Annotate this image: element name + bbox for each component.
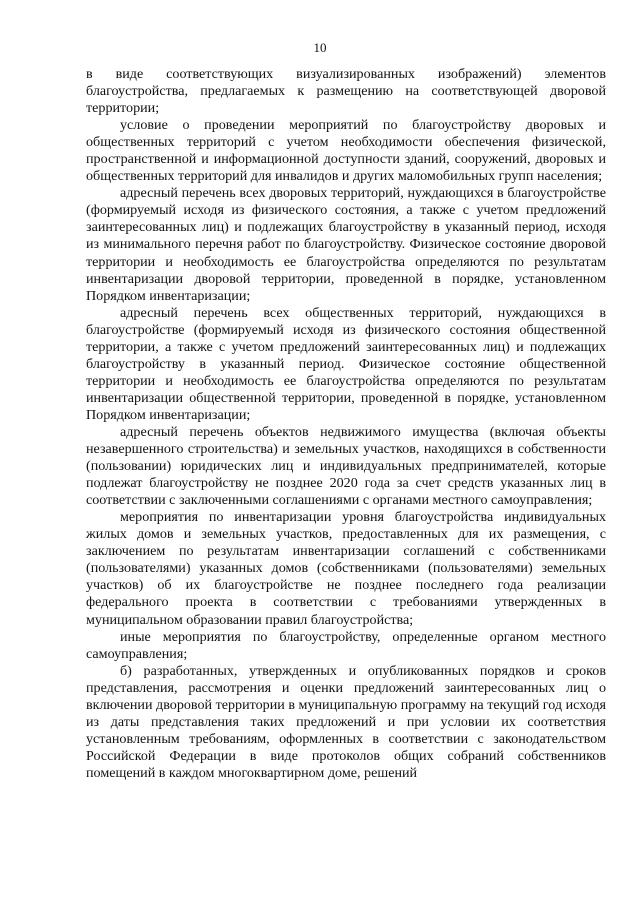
paragraph-other-measures: иные мероприятия по благоустройству, определенные органом местного самоуправления;	[86, 628, 606, 662]
paragraph-real-estate-objects-list: адресный перечень объектов недвижимого имущества (включая объекты незавершенного строительства) и земельных участков, находящихся в собственности (пользовании) юридических лиц и индивидуальных предпринимателей, которые подлежат благоустройству не позднее 2020 года за счет средств указанных лиц в соответствии с заключенными соглашениями с органами местного самоуправления;	[86, 423, 606, 509]
document-body	[86, 66, 606, 782]
paragraph-public-territories-list: адресный перечень всех общественных территорий, нуждающихся в благоустройстве (формируемый исходя из физического состояния общественной территории, а также с учетом предложений заинтересованных лиц) и подлежащих благоустройству в указанный период. Физическое состояние общественной территории и необходимость ее благоустройства определяются по результатам инвентаризации общественной территории, проведенной в порядке, установленном Порядком инвентаризации;	[86, 304, 606, 423]
paragraph-individual-houses-inventory: мероприятия по инвентаризации уровня благоустройства индивидуальных жилых домов и земельных участков, предоставленных для их размещения, с заключением по результатам инвентаризации соглашений с собственниками (пользователями) указанных домов (собственниками (пользователями) земельных участков) об их благоустройстве не позднее последнего года реализации федерального проекта в соответствии с требованиями утвержденных в муниципальном образовании правил благоустройства;	[86, 509, 606, 628]
paragraph-continuation: в виде соответствующих визуализированных изображений) элементов благоустройства, предлагаемых к размещению на соответствующей дворовой территории;	[86, 66, 606, 117]
paragraph-accessibility-condition: условие о проведении мероприятий по благоустройству дворовых и общественных территорий с учетом необходимости обеспечения физической, пространственной и информационной доступности зданий, сооружений, дворовых и общественных территорий для инвалидов и других маломобильных групп населения;	[86, 117, 606, 185]
paragraph-courtyard-territories-list: адресный перечень всех дворовых территорий, нуждающихся в благоустройстве (формируемый исходя из физического состояния, а также с учетом предложений заинтересованных лиц) и подлежащих благоустройству в указанный период, исходя из минимального перечня работ по благоустройству. Физическое состояние дворовой территории и необходимость ее благоустройства определяются по результатам инвентаризации дворовой территории, проведенной в порядке, установленном Порядком инвентаризации;	[86, 185, 606, 304]
paragraph-item-b: б) разработанных, утвержденных и опубликованных порядков и сроков представления, рассмотрения и оценки предложений заинтересованных лиц о включении дворовой территории в муниципальную программу на текущий год исходя из даты представления таких предложений и при условии их соответствия установленным требованиям, оформленных в соответствии с законодательством Российской Федерации в виде протоколов общих собраний собственников помещений в каждом многоквартирном доме, решений	[86, 662, 606, 781]
page-number: 10	[313, 40, 327, 55]
